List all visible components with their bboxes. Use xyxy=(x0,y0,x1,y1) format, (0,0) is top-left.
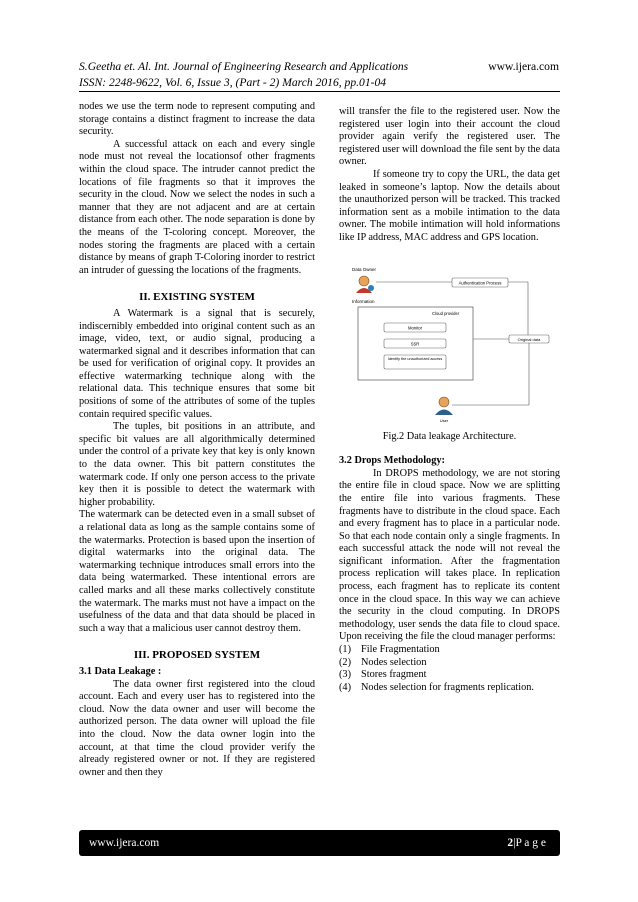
cloud-manager-steps-list xyxy=(339,644,560,694)
subsection-heading-drops-methodology: 3.2 Drops Methodology: xyxy=(339,455,445,467)
running-header xyxy=(79,59,559,90)
section-heading-proposed-system: III. PROPOSED SYSTEM xyxy=(133,649,261,662)
data-owner-label: Data Owner xyxy=(352,266,377,272)
paragraph: The tuples, bit positions in an attribute, and specific bit values are all algorithmically determined under the control of a private key that key is only known to the data owner. This bit pattern constitutes the watermark code. If only one person access to the private key then it is possible to detect the watermark with higher probability. xyxy=(79,421,315,508)
left-column xyxy=(79,101,315,779)
user-icon xyxy=(435,397,453,415)
paragraph: The watermark can be detected even in a small subset of a relational data as long as the sample contains some of the watermarks. Protection is based upon the insertion of digital watermarks into the original data. The watermarking technique introduces small errors into the data being watermarked. These intentional errors are called marks and all these marks collectively constitute the watermark. The marks must not have a impact on the usefulness of the data and that data should be placed in such a way that a malicious user cannot destroy them. xyxy=(79,509,315,634)
section-heading-existing-system: II. EXISTING SYSTEM xyxy=(139,291,255,304)
figure-data-leakage-architecture xyxy=(344,265,554,425)
footer-page-number: 2|P a g e xyxy=(507,837,546,849)
page-footer xyxy=(79,830,560,856)
data-owner-icon xyxy=(356,276,374,293)
user-label: User xyxy=(439,417,449,423)
header-url[interactable]: www.ijera.com xyxy=(488,60,559,73)
paragraph: The data owner first registered into the cloud account. Each and every user has to registered into the cloud. Now the data owner and user will become the authorized person. The data owner will upload the file into the cloud. Now the data owner login into the account, at that time the cloud provider verify the already registered owner or not. If they are registered owner and then they xyxy=(79,678,315,778)
original-data-label: Original data xyxy=(517,336,541,342)
subsection-heading-data-leakage: 3.1 Data Leakage : xyxy=(79,665,162,677)
paragraph: In DROPS methodology, we are not storing the entire file in cloud space. Now we are splitting the entire file into various fragments. These fragments have to distribute in the cloud space. Each and every fragment has to place in a particular node. So that each node contain only a single fragments. In each successful attack the node will not reveal the significant information. After the fragmentation process replication will takes place. In replication process, each fragment has to replicate its content once in the cloud space. In this way we can achieve the security in the cloud computing. In DROPS methodology, user sends the data file to cloud space. Upon receiving the file the cloud manager performs: xyxy=(339,467,560,643)
figure-caption: Fig.2 Data leakage Architecture. xyxy=(382,430,517,442)
header-rule xyxy=(79,91,560,92)
header-citation-line2: ISSN: 2248-9622, Vol. 6, Issue 3, (Part - 2) March 2016, pp.01-04 xyxy=(79,75,387,89)
monitor-label: Monitor xyxy=(408,325,422,331)
identify-unauthorized-access-label: Identify the unauthorized access xyxy=(387,356,443,361)
information-label: Information xyxy=(352,298,375,304)
footer-url[interactable]: www.ijera.com xyxy=(89,837,160,849)
paragraph: A Watermark is a signal that is securely, indiscernibly embedded into original content such as an image, video, text, or audio signal, producing a watermarked signal and it describes information that can be used for verification of original copy. It provides an effective watermarking technique along with the relational data. This technique ensures that some bit positions of some of the attributes of some of the tuples contain required specific values. xyxy=(79,307,315,420)
architecture-diagram xyxy=(344,265,554,425)
paragraph: A successful attack on each and every single node must not reveal the locationsof other fragments within the cloud space. The intruder cannot predict the locations of file fragments so that it improves the security in the cloud. Now we select the nodes in such a manner that they are not adjacent and are at certain distance from each other. The node separation is done by the means of the T-coloring concept. Moreover, the nodes storing the fragments are placed with a certain distance by means of graph T-Coloring inorder to restrict an intruder of guessing the locations of the fragments. xyxy=(79,138,315,276)
list-item: (3) Stores fragment xyxy=(339,669,427,681)
header-citation-line1: S.Geetha et. Al. Int. Journal of Engineering Research and Applications xyxy=(79,60,409,73)
authentication-process-label: Authentication Process xyxy=(458,280,502,286)
paragraph: If someone try to copy the URL, the data get leaked in someone’s laptop. Now the details about the unauthorized person will be tracked. This tracked information sent as a mobile intimation to the data owner. The mobile intimation will hold informations like IP address, MAC address and GPS location. xyxy=(339,168,560,243)
paragraph: nodes we use the term node to represent computing and storage contains a distinct fragment to increase the data security. xyxy=(79,101,315,138)
right-column xyxy=(339,106,560,694)
cloud-provider-label: Cloud provider xyxy=(432,310,460,316)
list-item: (4) Nodes selection for fragments replication. xyxy=(339,681,534,693)
paragraph: will transfer the file to the registered user. Now the registered user login into their account the cloud provider again verify the registered user. The registered user will download the file sent by the data owner. xyxy=(339,106,560,168)
ssr-label: SSR xyxy=(410,341,420,347)
list-item: (1) File Fragmentation xyxy=(339,644,440,656)
list-item: (2) Nodes selection xyxy=(339,656,427,668)
